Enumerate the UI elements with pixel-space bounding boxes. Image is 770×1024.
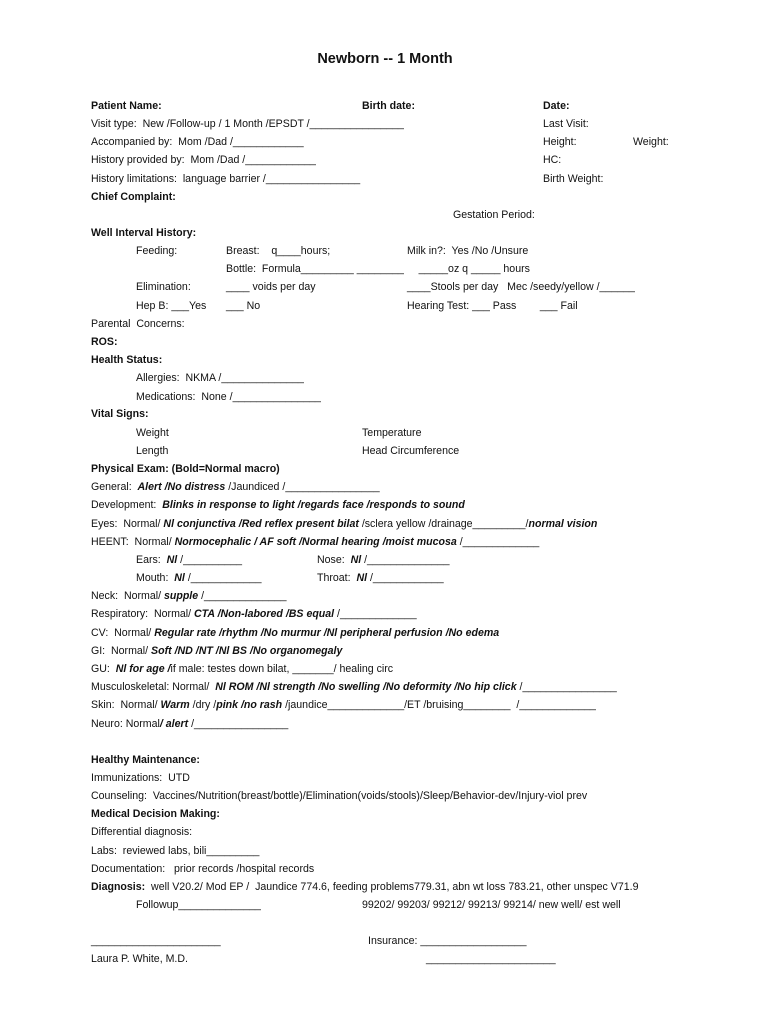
differential-diagnosis: Differential diagnosis: [91, 826, 193, 838]
physical-exam-heading: Physical Exam: (Bold=Normal macro) [91, 463, 280, 475]
history-provided: History provided by: Mom /Dad /____________ [91, 154, 316, 166]
neuro-normal: / alert [159, 718, 189, 730]
skin-normal: pink /no rash [216, 699, 283, 711]
heent-normal: Normocephalic / AF soft /Normal hearing /moist mucosa [174, 536, 457, 548]
hep-b-no: ___ No [226, 300, 261, 312]
health-status-heading: Health Status: [91, 354, 163, 366]
resp-rest: /_____________ [334, 608, 417, 620]
allergies: Allergies: NKMA /______________ [136, 372, 304, 384]
chief-complaint-label: Chief Complaint: [91, 191, 176, 203]
history-limitations: History limitations: language barrier /________________ [91, 173, 361, 185]
breast-feeding: Breast: q____hours; [226, 245, 331, 257]
medications: Medications: None /_______________ [136, 391, 321, 403]
healthy-maintenance-heading: Healthy Maintenance: [91, 754, 200, 766]
date-label: Date: [543, 100, 570, 112]
diagnosis-text: well V20.2/ Mod EP / Jaundice 774.6, feeding problems779.31, abn wt loss 783.21, other unspec V71.9 [145, 881, 639, 893]
ears-label: Ears: [136, 554, 167, 566]
height-label: Height: [543, 136, 577, 148]
development-normal: Blinks in response to light /regards face /responds to sound [162, 499, 465, 511]
vital-length: Length [136, 445, 169, 457]
exam-ears [136, 554, 242, 567]
exam-cv [91, 627, 499, 640]
insurance: Insurance: __________________ [368, 935, 527, 947]
exam-respiratory [91, 608, 417, 621]
exam-gu [91, 663, 393, 676]
bottle-feeding: Bottle: Formula_________ ________ _____oz q _____ hours [226, 263, 530, 275]
skin-warm: Warm [160, 699, 190, 711]
msk-normal: Nl ROM /Nl strength /No swelling /No deformity /No hip click [215, 681, 517, 693]
exam-heent [91, 536, 539, 549]
mouth-rest: /____________ [184, 572, 262, 584]
parental-concerns: Parental Concerns: [91, 318, 185, 330]
msk-label: Musculoskeletal: Normal/ [91, 681, 216, 693]
eyes-rest: /sclera yellow /drainage_________/ [358, 518, 529, 530]
exam-nose [317, 554, 450, 567]
resp-normal: CTA /Non-labored /BS equal [194, 608, 335, 620]
skin-rest: /jaundice_____________/ET /bruising________ /_____________ [282, 699, 596, 711]
mouth-label: Mouth: [136, 572, 175, 584]
throat-rest: /____________ [367, 572, 444, 584]
eyes-vision: normal vision [528, 518, 598, 530]
visit-type: Visit type: New /Follow-up / 1 Month /EPSDT /________________ [91, 118, 404, 130]
ros-label: ROS: [91, 336, 118, 348]
exam-development [91, 499, 465, 512]
mouth-normal: Nl [174, 572, 185, 584]
vital-temperature: Temperature [362, 427, 422, 439]
neck-normal: supple [164, 590, 199, 602]
general-normal: Alert /No distress [137, 481, 226, 493]
accompanied-by: Accompanied by: Mom /Dad /____________ [91, 136, 304, 148]
voids-per-day: ____ voids per day [226, 281, 316, 293]
exam-general [91, 481, 380, 494]
diagnosis [91, 881, 638, 894]
gu-normal: Nl for age / [115, 663, 171, 675]
nose-label: Nose: [317, 554, 351, 566]
exam-throat [317, 572, 444, 585]
neuro-label: Neuro: Normal [91, 718, 160, 730]
exam-skin [91, 699, 596, 712]
milk-in: Milk in?: Yes /No /Unsure [407, 245, 529, 257]
diagnosis-label: Diagnosis: [91, 881, 146, 893]
last-visit-label: Last Visit: [543, 118, 589, 130]
neck-label: Neck: Normal/ [91, 590, 164, 602]
hearing-test: Hearing Test: ___ Pass ___ Fail [407, 300, 578, 312]
throat-normal: Nl [356, 572, 368, 584]
heent-label: HEENT: Normal/ [91, 536, 175, 548]
eyes-normal: Nl conjunctiva /Red reflex present bilat [163, 518, 359, 530]
general-label: General: [91, 481, 138, 493]
gi-label: GI: Normal/ [91, 645, 152, 657]
hep-b-yes: Hep B: ___Yes [136, 300, 207, 312]
general-rest: /Jaundiced /________________ [225, 481, 380, 493]
neuro-rest: /________________ [188, 718, 289, 730]
skin-label: Skin: Normal/ [91, 699, 161, 711]
patient-name-label: Patient Name: [91, 100, 162, 112]
exam-neuro [91, 718, 288, 731]
exam-gi [91, 645, 342, 658]
throat-label: Throat: [317, 572, 357, 584]
exam-eyes [91, 518, 597, 531]
physician-name: Laura P. White, M.D. [91, 953, 188, 965]
resp-label: Respiratory: Normal/ [91, 608, 195, 620]
birth-date-label: Birth date: [362, 100, 415, 112]
heent-rest: /_____________ [456, 536, 540, 548]
followup: Followup______________ [136, 899, 261, 911]
nose-rest: /______________ [361, 554, 450, 566]
exam-musculoskeletal [91, 681, 617, 694]
billing-codes: 99202/ 99203/ 99212/ 99213/ 99214/ new well/ est well [362, 899, 621, 911]
signature-line-2: ______________________ [426, 953, 556, 965]
nose-normal: Nl [350, 554, 362, 566]
gestation-period-label: Gestation Period: [453, 209, 535, 221]
exam-mouth [136, 572, 261, 585]
feeding-label: Feeding: [136, 245, 178, 257]
stools-per-day: ____Stools per day Mec /seedy/yellow /______ [407, 281, 635, 293]
neck-rest: /______________ [198, 590, 287, 602]
mdm-heading: Medical Decision Making: [91, 808, 220, 820]
vital-weight: Weight [136, 427, 169, 439]
gu-label: GU: [91, 663, 116, 675]
skin-dry: /dry / [189, 699, 217, 711]
ears-normal: Nl [166, 554, 178, 566]
cv-normal: Regular rate /rhythm /No murmur /Nl peripheral perfusion /No edema [154, 627, 500, 639]
elimination-label: Elimination: [136, 281, 191, 293]
vital-head-circumference: Head Circumference [362, 445, 460, 457]
well-interval-heading: Well Interval History: [91, 227, 197, 239]
msk-rest: /________________ [516, 681, 617, 693]
eyes-label: Eyes: Normal/ [91, 518, 164, 530]
signature-line: ______________________ [91, 935, 221, 947]
labs: Labs: reviewed labs, bili_________ [91, 845, 260, 857]
birth-weight-label: Birth Weight: [543, 173, 604, 185]
cv-label: CV: Normal/ [91, 627, 155, 639]
page-title: Newborn -- 1 Month [317, 51, 453, 67]
ears-rest: /__________ [177, 554, 243, 566]
weight-label: Weight: [633, 136, 669, 148]
hc-label: HC: [543, 154, 562, 166]
vital-signs-heading: Vital Signs: [91, 408, 149, 420]
documentation: Documentation: prior records /hospital records [91, 863, 315, 875]
gu-rest: if male: testes down bilat, _______/ healing circ [170, 663, 394, 675]
counseling: Counseling: Vaccines/Nutrition(breast/bottle)/Elimination(voids/stools)/Sleep/Behavior-dev/Injury-viol prev [91, 790, 588, 802]
exam-neck [91, 590, 287, 603]
immunizations: Immunizations: UTD [91, 772, 190, 784]
gi-normal: Soft /ND /NT /Nl BS /No organomegaly [151, 645, 343, 657]
development-label: Development: [91, 499, 163, 511]
